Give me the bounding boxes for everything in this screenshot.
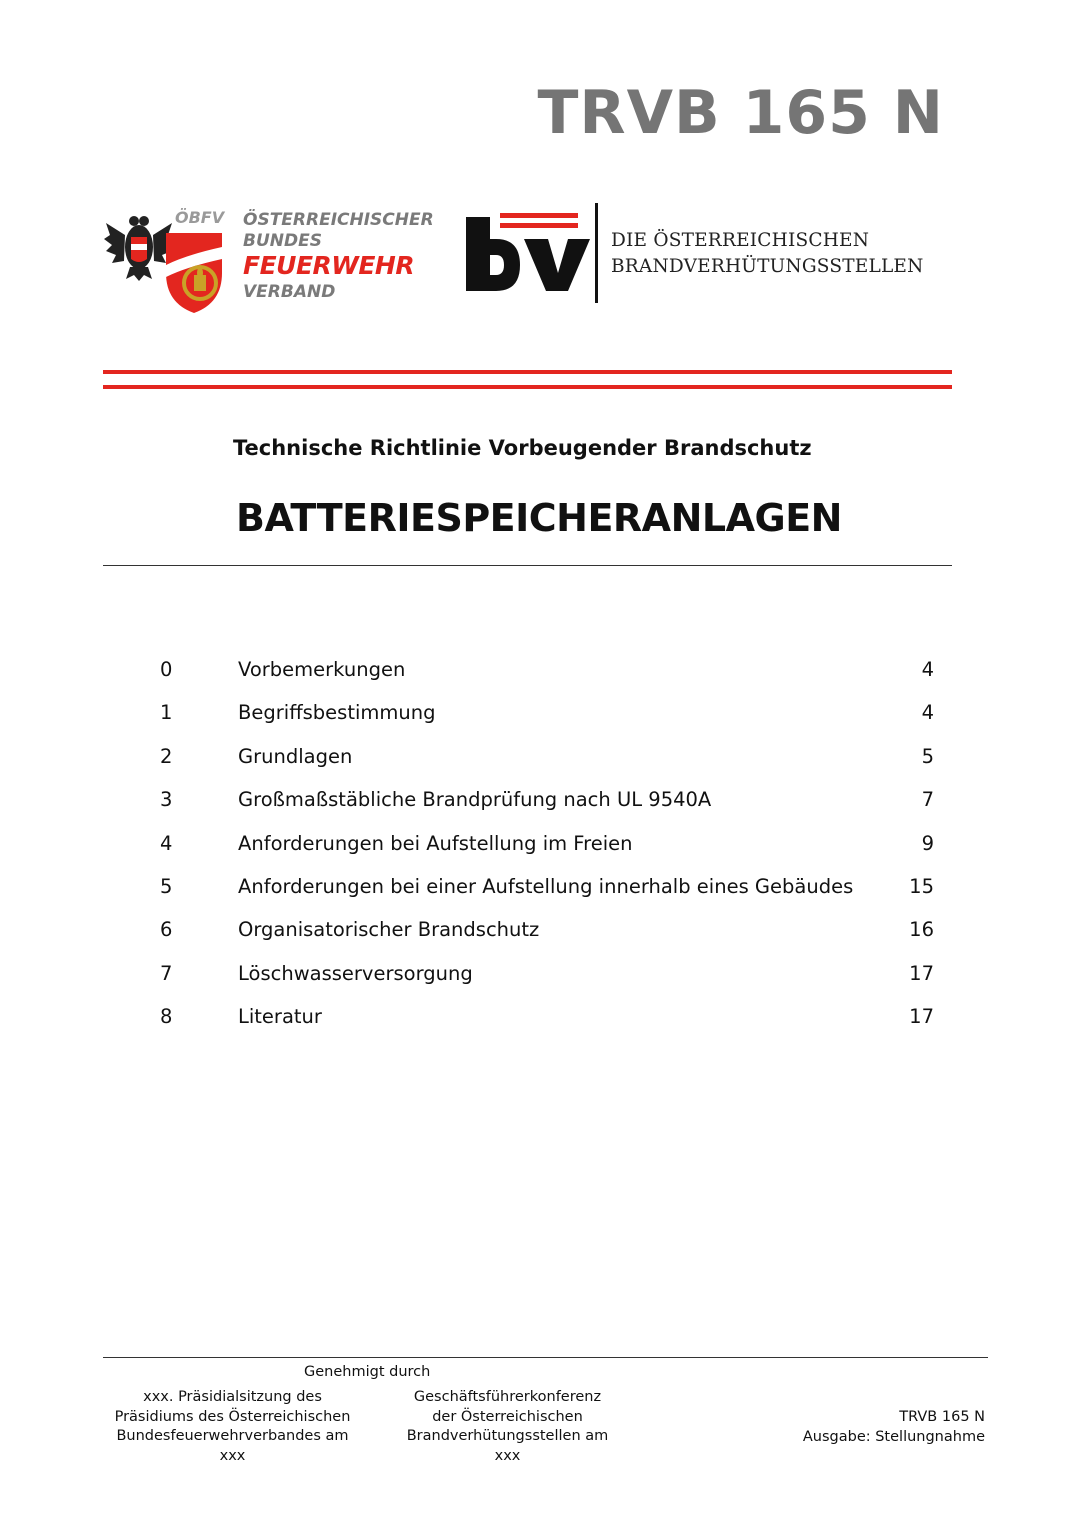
- title-divider: [103, 565, 952, 566]
- footer-col1-line: Bundesfeuerwehrverbandes am: [116, 1428, 349, 1444]
- footer-approval-obfv: [105, 1388, 360, 1466]
- footer-edition: Ausgabe: Stellungnahme: [802, 1428, 985, 1445]
- bv-line-2: BRANDVERHÜTUNGSSTELLEN: [611, 255, 924, 277]
- toc-entry[interactable]: [0, 780, 1080, 823]
- toc-page-number: 5: [921, 744, 934, 768]
- toc-page-number: 4: [921, 658, 934, 681]
- toc-number: 5: [160, 874, 173, 898]
- approved-by-label: Genehmigt durch: [304, 1364, 431, 1380]
- toc-number: 0: [160, 658, 173, 681]
- footer-divider: [103, 1357, 988, 1358]
- document-title: BATTERIESPEICHERANLAGEN: [236, 496, 842, 540]
- toc-page-number: 9: [921, 831, 934, 855]
- footer-col1-line: xxx: [219, 1447, 246, 1464]
- toc-entry[interactable]: [0, 693, 1080, 736]
- red-divider-top: [103, 370, 952, 374]
- toc-number: 1: [160, 701, 173, 725]
- obfv-line-1: ÖSTERREICHISCHER: [243, 210, 434, 230]
- toc-page-number: 7: [921, 788, 934, 812]
- toc-title: Literatur: [238, 1005, 322, 1029]
- toc-entry[interactable]: [0, 824, 1080, 867]
- document-subtitle: Technische Richtlinie Vorbeugender Brandschutz: [233, 436, 812, 460]
- toc-title: Vorbemerkungen: [238, 658, 406, 681]
- toc-title: Grundlagen: [238, 744, 353, 768]
- obfv-line-4: VERBAND: [243, 281, 336, 302]
- toc-number: 6: [160, 918, 173, 942]
- toc-number: 4: [160, 831, 173, 855]
- toc-title: Anforderungen bei einer Aufstellung innerhalb eines Gebäudes: [238, 874, 854, 898]
- toc-title: Großmaßstäbliche Brandprüfung nach UL 9540A: [238, 788, 712, 812]
- obfv-line-2: BUNDES: [243, 230, 322, 251]
- toc-number: 7: [160, 961, 173, 985]
- table-of-contents: [0, 650, 1080, 1041]
- footer-document-info: [803, 1408, 985, 1447]
- footer-col1-line: xxx. Präsidialsitzung des: [143, 1389, 322, 1405]
- obfv-abbreviation: ÖBFV: [175, 208, 225, 227]
- toc-title: Anforderungen bei Aufstellung im Freien: [238, 831, 633, 855]
- footer-col2-line: Geschäftsführerkonferenz: [413, 1389, 602, 1405]
- toc-title: Organisatorischer Brandschutz: [238, 918, 540, 942]
- bv-line-1: DIE ÖSTERREICHISCHEN: [611, 230, 870, 251]
- bv-mark-icon: [466, 203, 606, 308]
- toc-page-number: 15: [909, 874, 934, 898]
- toc-page-number: 17: [909, 961, 934, 985]
- footer-approval-bv: [385, 1388, 630, 1466]
- toc-entry[interactable]: [0, 650, 1080, 693]
- toc-number: 2: [160, 744, 173, 768]
- toc-title: Begriffsbestimmung: [238, 701, 436, 725]
- toc-page-number: 4: [921, 701, 934, 725]
- obfv-wordmark: [243, 210, 434, 303]
- document-code: TRVB 165 N: [537, 78, 944, 148]
- bv-wordmark: [611, 228, 924, 279]
- toc-entry[interactable]: [0, 737, 1080, 780]
- toc-title: Löschwasserversorgung: [238, 961, 473, 985]
- footer-doc-code: TRVB 165 N: [899, 1409, 985, 1425]
- toc-page-number: 16: [909, 918, 934, 942]
- red-divider-bottom: [103, 385, 952, 389]
- toc-entry[interactable]: [0, 867, 1080, 910]
- footer-col2-line: xxx: [494, 1447, 521, 1464]
- obfv-line-3: FEUERWEHR: [243, 251, 415, 281]
- toc-number: 8: [160, 1005, 173, 1029]
- toc-entry[interactable]: [0, 997, 1080, 1040]
- toc-page-number: 17: [909, 1005, 934, 1029]
- footer-col1-line: Präsidiums des Österreichischen: [114, 1408, 351, 1425]
- toc-number: 3: [160, 788, 173, 812]
- toc-entry[interactable]: [0, 910, 1080, 953]
- footer-col2-line: Brandverhütungsstellen am: [406, 1428, 609, 1444]
- toc-entry[interactable]: [0, 954, 1080, 997]
- footer-col2-line: der Österreichischen: [432, 1408, 583, 1425]
